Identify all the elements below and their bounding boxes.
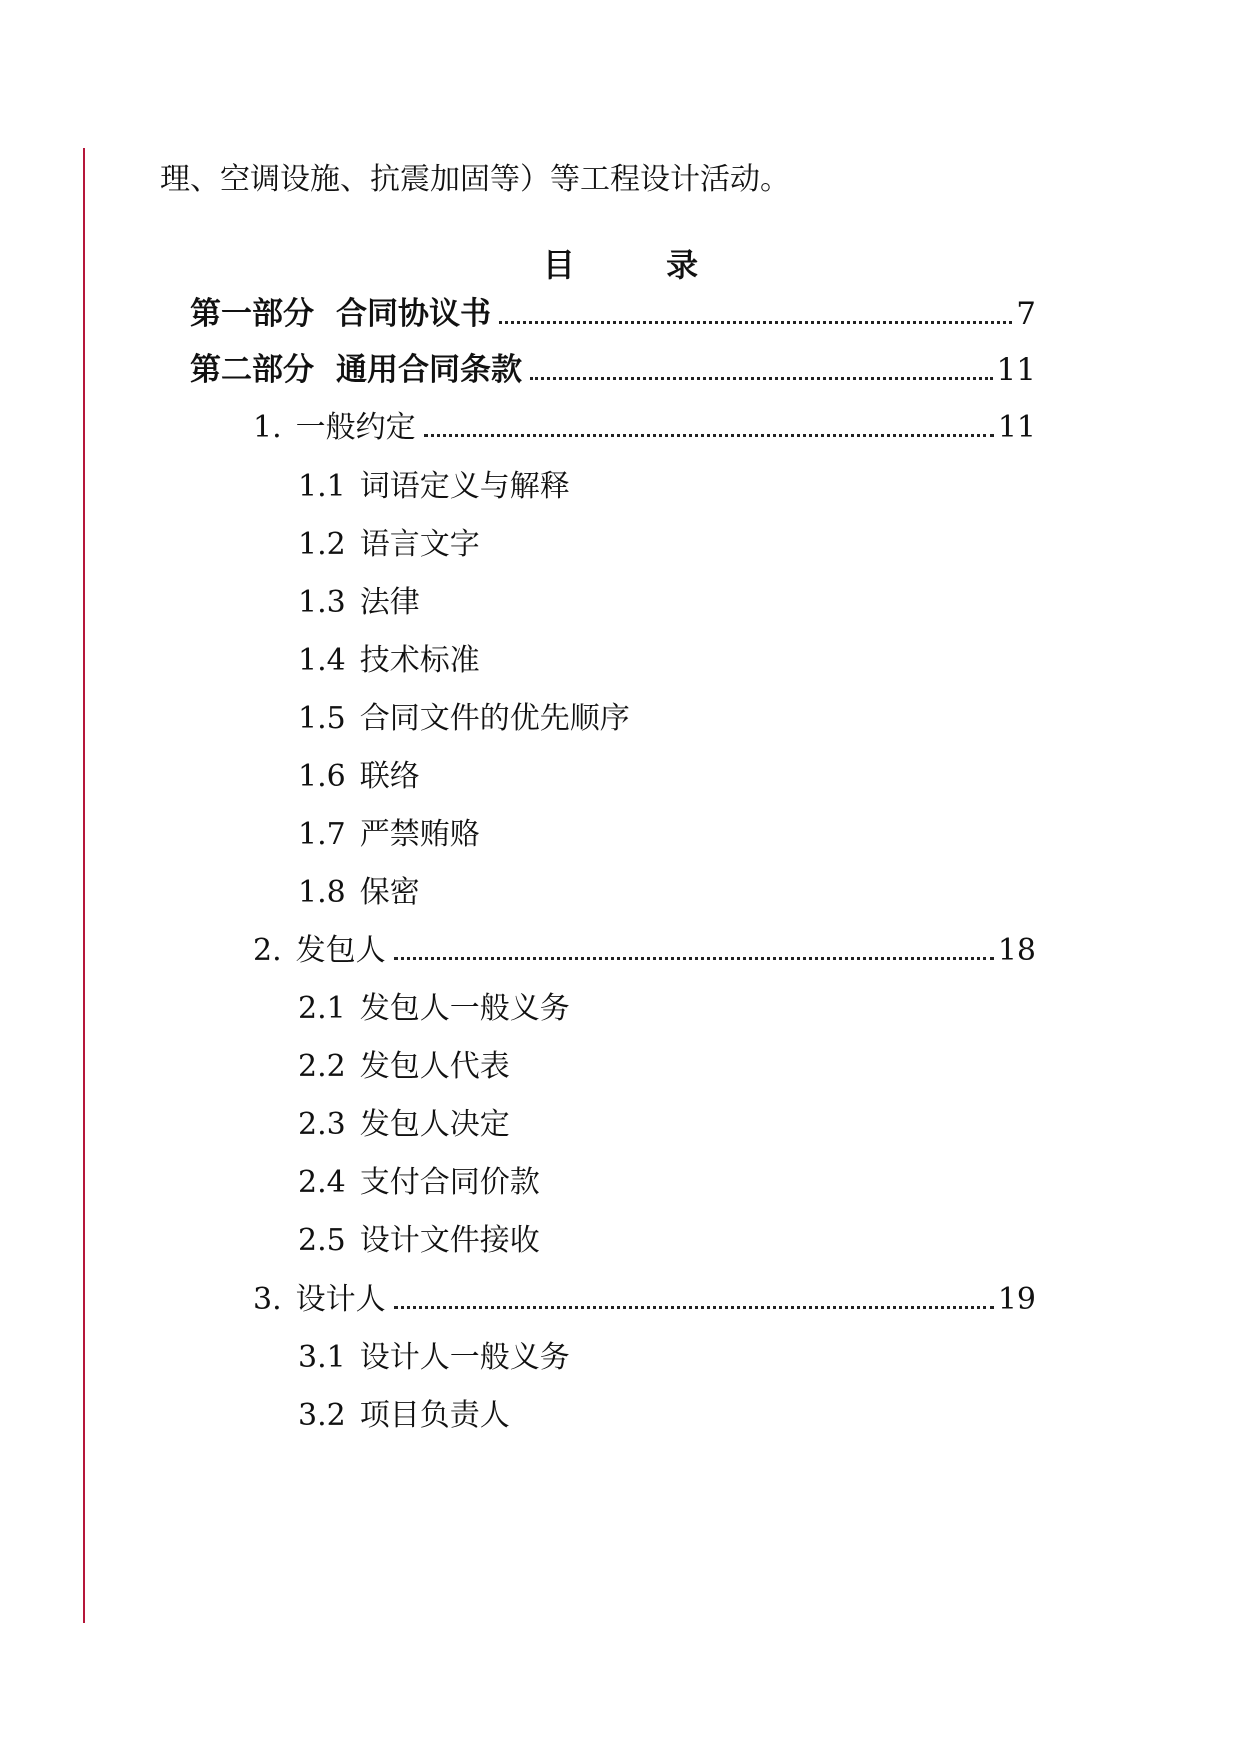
entry-number: 2.2 (298, 1049, 346, 1084)
toc-entry-section-2-3[interactable] (298, 1101, 1036, 1149)
entry-label: 发包人 (295, 933, 386, 968)
toc-entry-chapter-3[interactable] (253, 1276, 1036, 1324)
toc-entry-section-1-8[interactable] (298, 869, 1036, 917)
entry-number: 1.3 (298, 585, 346, 620)
entry-label: 合同协议书 (336, 296, 491, 332)
entry-label: 发包人代表 (359, 1049, 510, 1084)
toc-entry-section-3-1[interactable] (298, 1334, 1036, 1382)
entry-number: 1.7 (298, 817, 346, 852)
entry-number: 1. (253, 410, 282, 445)
entry-label: 保密 (359, 875, 420, 910)
entry-number: 第一部分 (190, 296, 314, 332)
entry-number: 1.2 (298, 527, 346, 562)
toc-entry-section-2-1[interactable] (298, 985, 1036, 1033)
toc-entry-section-1-4[interactable] (298, 637, 1036, 685)
entry-label: 严禁贿赂 (359, 817, 480, 852)
toc-entry-section-1-7[interactable] (298, 811, 1036, 859)
entry-label: 通用合同条款 (336, 352, 522, 388)
page-number: 11 (996, 352, 1036, 388)
entry-label: 技术标准 (359, 643, 480, 678)
dot-leader (424, 434, 994, 437)
entry-label: 发包人决定 (359, 1107, 510, 1142)
margin-rule (83, 148, 85, 1623)
entry-number: 2.4 (298, 1165, 346, 1200)
entry-label: 联络 (359, 759, 420, 794)
toc-entry-section-1-1[interactable] (298, 463, 1036, 511)
entry-label: 设计人一般义务 (359, 1340, 570, 1375)
toc-entry-section-2-5[interactable] (298, 1217, 1036, 1265)
entry-number: 1.1 (298, 469, 346, 504)
entry-number: 2.5 (298, 1223, 346, 1258)
dot-leader (394, 1306, 994, 1309)
entry-label: 发包人一般义务 (359, 991, 570, 1026)
dot-leader (394, 957, 994, 960)
toc-entry-section-3-2[interactable] (298, 1392, 1036, 1440)
toc-entry-part-2[interactable] (190, 346, 1036, 394)
entry-label: 项目负责人 (359, 1398, 510, 1433)
entry-label: 设计文件接收 (359, 1223, 540, 1258)
entry-number: 1.6 (298, 759, 346, 794)
toc-entry-part-1[interactable] (190, 290, 1036, 338)
page-number: 19 (997, 1282, 1036, 1317)
toc-entry-section-2-4[interactable] (298, 1159, 1036, 1207)
entry-label: 语言文字 (359, 527, 480, 562)
toc-entry-section-1-5[interactable] (298, 695, 1036, 743)
toc-entry-section-1-3[interactable] (298, 579, 1036, 627)
toc-entry-chapter-1[interactable] (253, 404, 1036, 452)
entry-label: 设计人 (295, 1282, 386, 1317)
entry-number: 2.3 (298, 1107, 346, 1142)
entry-number: 2. (253, 933, 282, 968)
dot-leader (530, 377, 993, 380)
entry-number: 3.1 (298, 1340, 346, 1375)
entry-number: 第二部分 (190, 352, 314, 388)
page-number: 11 (997, 410, 1036, 445)
toc-entry-section-1-2[interactable] (298, 521, 1036, 569)
toc-title: 目 录 (542, 246, 739, 284)
dot-leader (499, 321, 1012, 324)
entry-number: 1.4 (298, 643, 346, 678)
toc-entry-section-1-6[interactable] (298, 753, 1036, 801)
entry-number: 1.5 (298, 701, 346, 736)
intro-text-line: 理、空调设施、抗震加固等）等工程设计活动。 (160, 162, 790, 197)
entry-number: 1.8 (298, 875, 346, 910)
entry-label: 一般约定 (295, 410, 416, 445)
entry-number: 3. (253, 1282, 282, 1317)
toc-entry-section-2-2[interactable] (298, 1043, 1036, 1091)
entry-label: 合同文件的优先顺序 (359, 701, 630, 736)
entry-number: 3.2 (298, 1398, 346, 1433)
page-number: 18 (997, 933, 1036, 968)
entry-label: 词语定义与解释 (359, 469, 570, 504)
page-number: 7 (1016, 296, 1036, 332)
entry-number: 2.1 (298, 991, 346, 1026)
toc-entry-chapter-2[interactable] (253, 927, 1036, 975)
entry-label: 支付合同价款 (359, 1165, 540, 1200)
entry-label: 法律 (359, 585, 420, 620)
